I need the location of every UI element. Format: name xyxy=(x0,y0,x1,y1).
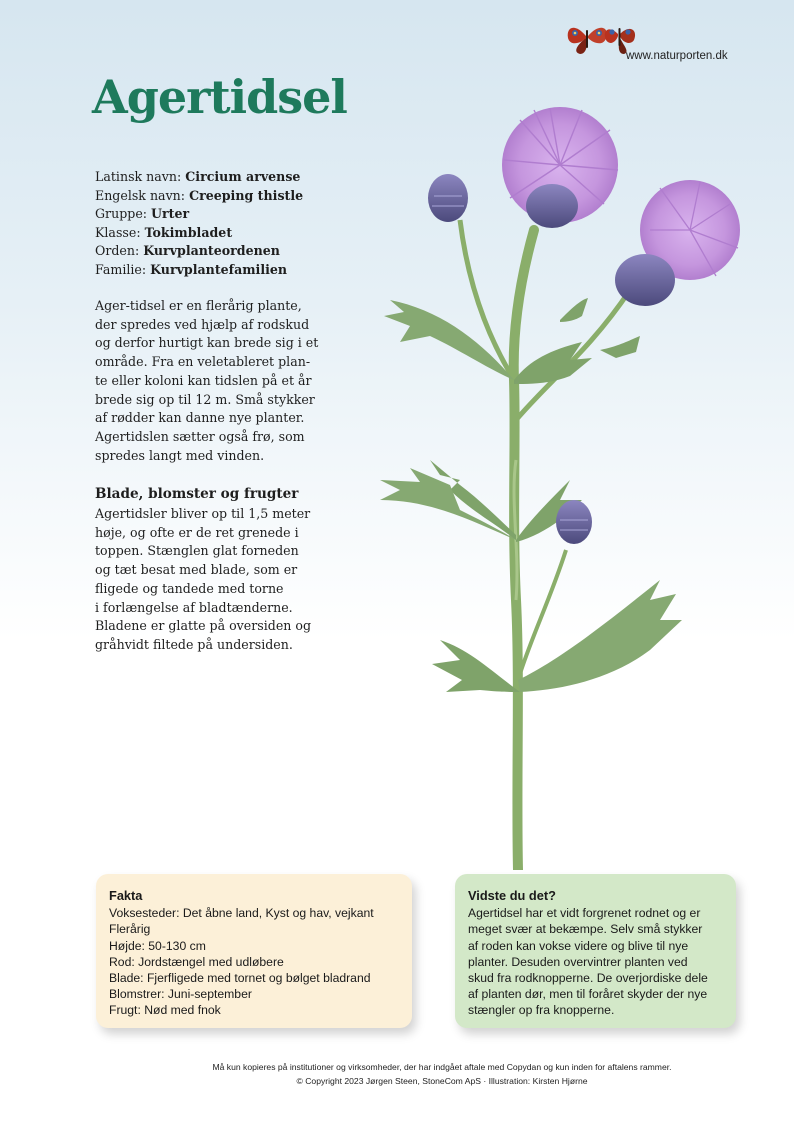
text-line: og derfor hurtigt kan brede sig i et xyxy=(95,335,319,351)
flower-head xyxy=(502,107,618,228)
taxonomy-label: Familie: xyxy=(95,261,147,277)
thistle-illustration xyxy=(320,80,760,870)
text-line: Agertidsel har et vidt forgrenet rodnet og er xyxy=(468,906,701,921)
page-title: Agertidsel xyxy=(92,70,347,124)
text-line: af rødder kan danne nye planter. xyxy=(95,410,305,426)
fakta-heading: Fakta xyxy=(109,888,143,903)
taxonomy-row xyxy=(95,261,303,280)
flower-bud xyxy=(428,174,468,222)
leaf xyxy=(432,640,520,692)
copy-notice: Må kun kopieres på institutioner og virksomheder, der har indgået aftale med Copydan og kun inden for aftalens rammer. xyxy=(212,1062,672,1072)
text-line: te eller koloni kan tidslen på et år xyxy=(95,372,312,388)
leaf xyxy=(560,298,588,322)
taxonomy-label: Orden: xyxy=(95,243,140,259)
text-line: og tæt besat med blade, som er xyxy=(95,562,298,578)
text-line: spredes langt med vinden. xyxy=(95,447,265,463)
fact-line: Blomstrer: Juni-september xyxy=(109,987,252,1002)
footer xyxy=(0,1060,794,1088)
fact-line: Flerårig xyxy=(109,922,151,937)
website-url[interactable]: www.naturporten.dk xyxy=(626,50,728,62)
text-line: brede sig op til 12 m. Små stykker xyxy=(95,391,315,407)
copyright: © Copyright 2023 Jørgen Steen, StoneCom ApS · Illustration: Kirsten Hjørne xyxy=(296,1076,588,1086)
taxonomy-row xyxy=(95,205,303,224)
text-line: af planten dør, men til foråret skyder der nye xyxy=(468,987,708,1002)
text-line: Agertidsler bliver op til 1,5 meter xyxy=(95,506,311,521)
taxonomy-row xyxy=(95,242,303,261)
taxonomy-value: Circium arvense xyxy=(185,169,301,184)
fact-line: Rod: Jordstængel med udløbere xyxy=(109,954,284,969)
text-line: der spredes ved hjælp af rodskud xyxy=(95,316,310,332)
taxonomy-value: Kurvplantefamilien xyxy=(150,261,288,277)
text-line: Ager-tidsel er en flerårig plante, xyxy=(95,298,302,313)
fakta-box xyxy=(96,874,412,1028)
text-line: område. Fra en veletableret plan- xyxy=(95,354,311,370)
text-line: fligede og tandede med torne xyxy=(95,580,284,596)
taxonomy-value: Urter xyxy=(151,206,190,222)
taxonomy-value: Creeping thistle xyxy=(189,187,304,203)
text-line: stængler op fra knopperne. xyxy=(468,1003,615,1018)
taxonomy-list xyxy=(95,168,303,280)
taxonomy-label: Latinsk navn: xyxy=(95,169,182,184)
fact-line: Voksesteder: Det åbne land, Kyst og hav, vejkant xyxy=(109,906,374,921)
taxonomy-label: Klasse: xyxy=(95,224,141,240)
leaf xyxy=(514,342,592,384)
flower-bud xyxy=(556,500,592,544)
taxonomy-value: Kurvplanteordenen xyxy=(143,243,280,259)
taxonomy-label: Gruppe: xyxy=(95,206,148,222)
leaf xyxy=(600,336,640,358)
fact-line: Frugt: Nød med fnok xyxy=(109,1003,221,1018)
taxonomy-label: Engelsk navn: xyxy=(95,187,186,203)
text-line: i forlængelse af bladtænderne. xyxy=(95,599,293,615)
section-heading: Blade, blomster og frugter xyxy=(95,486,299,502)
leaf xyxy=(518,580,682,692)
text-line: toppen. Stænglen glat forneden xyxy=(95,543,299,559)
text-line: planter. Desuden overvintrer planten ved xyxy=(468,954,688,969)
leaf xyxy=(380,468,516,540)
taxonomy-row xyxy=(95,187,303,206)
text-line: meget svær at bekæmpe. Selv små stykker xyxy=(468,922,703,937)
flower-head xyxy=(615,180,740,306)
leaves-flowers-section xyxy=(95,484,335,655)
taxonomy-value: Tokimbladet xyxy=(144,224,233,240)
taxonomy-row xyxy=(95,168,303,187)
taxonomy-row xyxy=(95,224,303,243)
fact-line: Højde: 50-130 cm xyxy=(109,938,206,953)
text-line: høje, og ofte er de ret grenede i xyxy=(95,524,299,540)
text-line: gråhvidt filtede på undersiden. xyxy=(95,636,293,652)
text-line: Bladene er glatte på oversiden og xyxy=(95,618,312,634)
intro-paragraph xyxy=(95,297,335,465)
text-line: skud fra rodknopperne. De overjordiske dele xyxy=(468,971,708,986)
did-you-know-heading: Vidste du det? xyxy=(468,888,556,903)
text-line: af roden kan vokse videre og blive til nye xyxy=(468,938,689,953)
did-you-know-box xyxy=(455,874,736,1028)
text-line: Agertidslen sætter også frø, som xyxy=(95,428,305,444)
fact-line: Blade: Fjerfligede med tornet og bølget bladrand xyxy=(109,971,371,986)
